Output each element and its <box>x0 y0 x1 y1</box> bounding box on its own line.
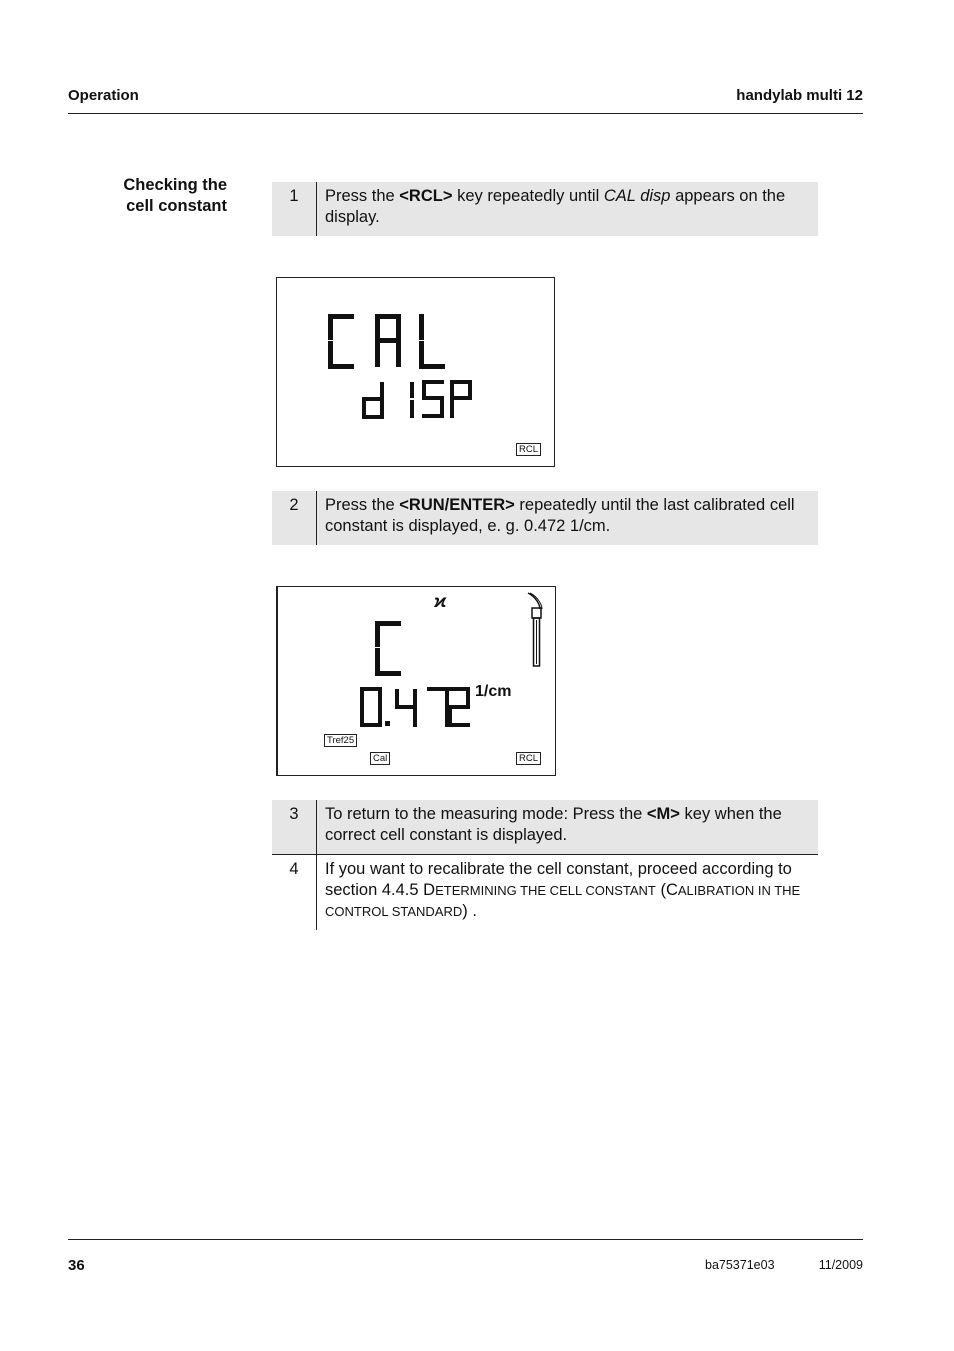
step-4 <box>272 855 818 930</box>
key-label: <RCL> <box>399 187 453 205</box>
step-number: 1 <box>272 182 317 236</box>
unit-label: 1/cm <box>475 683 512 700</box>
lcd-display-cell-constant <box>276 586 556 776</box>
conductivity-cell-icon <box>528 593 542 666</box>
display-text: CAL disp <box>603 187 671 205</box>
header-section: Operation <box>68 87 139 104</box>
step-text: If you want to recalibrate the cell constant, proceed according to section 4.4.5 DETERMINING THE CELL CONSTANT (CALIBRATION IN THE CONTROL STANDARD) . <box>325 860 801 920</box>
lcd-tag-rcl: RCL <box>516 752 541 765</box>
key-label: <M> <box>646 805 680 823</box>
step-text: Press the <RCL> key repeatedly until CAL disp appears on the display. <box>325 187 786 226</box>
step-3 <box>272 800 818 855</box>
doc-id: ba75371e03 <box>705 1258 775 1272</box>
lcd-segments <box>277 278 554 466</box>
side-heading-line2: cell constant <box>126 197 227 215</box>
side-heading <box>68 175 227 217</box>
page-number: 36 <box>68 1257 85 1274</box>
header-rule <box>68 113 863 114</box>
step-1 <box>272 182 818 236</box>
lcd-display-cal-disp <box>276 277 555 467</box>
step-text: Press the <RUN/ENTER> repeatedly until the last calibrated cell constant is displayed, e. g. 0.472 1/cm. <box>325 496 795 535</box>
kappa-icon: ϰ <box>434 591 447 611</box>
footer-rule <box>68 1239 863 1240</box>
section-reference: DETERMINING THE CELL CONSTANT (CALIBRATION IN THE CONTROL STANDARD <box>325 881 801 919</box>
lcd-segments <box>278 587 555 775</box>
step-text: To return to the measuring mode: Press the <M> key when the correct cell constant is displayed. <box>325 805 782 844</box>
header-product: handylab multi 12 <box>736 87 863 104</box>
step-number: 2 <box>272 491 317 545</box>
lcd-line2-segments <box>362 380 472 419</box>
side-heading-line1: Checking the <box>123 176 227 194</box>
step-number: 4 <box>272 855 317 930</box>
step-2 <box>272 491 818 545</box>
lcd-tag-rcl: RCL <box>516 443 541 456</box>
lcd-tag-cal: Cal <box>370 752 390 765</box>
step-number: 3 <box>272 800 317 854</box>
lcd-value-segments <box>360 687 470 727</box>
key-label: <RUN/ENTER> <box>399 496 515 514</box>
lcd-line1-segments <box>375 621 401 676</box>
lcd-line1-segments <box>328 314 445 369</box>
doc-date: 11/2009 <box>818 1258 863 1272</box>
lcd-tag-tref25: Tref25 <box>324 734 357 747</box>
